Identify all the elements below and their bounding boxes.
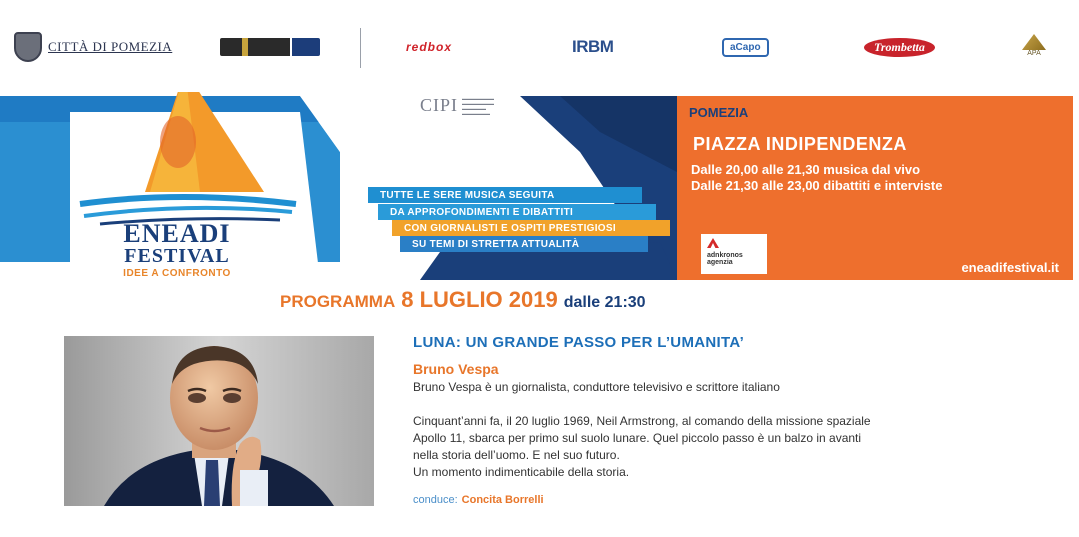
irbm-logo: IRBM <box>572 37 614 56</box>
festival-website-link[interactable]: eneadifestival.it <box>961 260 1059 275</box>
tagline-3: CON GIORNALISTI E OSPITI PRESTIGIOSI <box>392 220 670 236</box>
description-line: Un momento indimenticabile della storia. <box>413 465 630 479</box>
trombetta-logo <box>864 34 935 60</box>
eneadi-brand <box>92 219 262 279</box>
host-line <box>413 494 1053 506</box>
tagline-1: TUTTE LE SERE MUSICA SEGUITA <box>368 187 642 203</box>
adnkronos-logo <box>701 234 767 274</box>
adnkronos-sublabel: agenzia <box>707 259 733 266</box>
sponsor-divider <box>360 28 361 68</box>
regione-lazio-logo <box>220 34 320 60</box>
regione-lazio-icon <box>220 38 320 56</box>
cipi-label: CIPI <box>420 95 459 115</box>
tagline-2: DA APPROFONDIMENTI E DIBATTITI <box>378 204 656 220</box>
acapo-logo <box>722 34 769 60</box>
pomezia-logo <box>14 34 172 60</box>
schedule-music: Dalle 20,00 alle 21,30 musica dal vivo <box>691 162 921 177</box>
redbox-logo: redbox <box>406 40 453 54</box>
venue-piazza: PIAZZA INDIPENDENZA <box>693 134 907 154</box>
programme-heading <box>280 287 646 313</box>
apa-label: APA <box>1027 50 1041 57</box>
host-name: Concita Borrelli <box>461 494 544 506</box>
speaker-portrait-image <box>64 336 374 506</box>
programme-label: PROGRAMMA <box>280 292 396 311</box>
host-label: conduce: <box>413 494 458 506</box>
apa-icon <box>1022 34 1046 50</box>
brand-tagline: IDEE A CONFRONTO <box>123 268 231 279</box>
cipi-lines-icon: ▬▬▬▬▬▬▬▬ ▬▬▬▬▬▬▬▬ ▬▬▬▬▬▬ ▬▬▬▬▬▬▬ <box>462 95 495 116</box>
venue-city: POMEZIA <box>689 105 749 120</box>
brand-subtitle: FESTIVAL <box>124 245 230 267</box>
acapo-label: aCapo <box>722 38 769 57</box>
pomezia-crest-icon <box>14 32 42 62</box>
hero-banner <box>0 92 1079 282</box>
brand-title: ENEADI <box>123 219 231 248</box>
pomezia-label: CITTÀ DI POMEZIA <box>48 39 173 54</box>
speaker-portrait <box>64 336 374 506</box>
schedule-debates: Dalle 21,30 alle 23,00 dibattiti e interviste <box>691 178 943 193</box>
apa-logo <box>1022 34 1046 60</box>
description-line: nella storia dell’uomo. E nel suo futuro. <box>413 448 620 462</box>
adnkronos-label: adnkronos <box>707 252 743 259</box>
adnkronos-icon <box>707 238 719 248</box>
programme-date: 8 LUGLIO 2019 <box>401 287 558 312</box>
description-line: Apollo 11, sbarca per primo sul suolo lunare. Quel piccolo passo è un balzo in avanti <box>413 431 862 445</box>
event-description <box>413 413 1053 481</box>
sponsor-bar <box>0 0 1079 92</box>
description-line: Cinquant’anni fa, il 20 luglio 1969, Neil Armstrong, al comando della missione spaziale <box>413 414 871 428</box>
event-title: LUNA: UN GRANDE PASSO PER L’UMANITA’ <box>413 334 745 351</box>
speaker-name: Bruno Vespa <box>413 361 499 377</box>
venue-info-box <box>677 96 1073 280</box>
cipi-logo <box>420 95 494 116</box>
tagline-4: SU TEMI DI STRETTA ATTUALITÀ <box>400 236 648 252</box>
programme-time: dalle 21:30 <box>563 294 646 311</box>
speaker-bio: Bruno Vespa è un giornalista, conduttore televisivo e scrittore italiano <box>413 380 780 394</box>
trombetta-label: Trombetta <box>864 38 935 57</box>
